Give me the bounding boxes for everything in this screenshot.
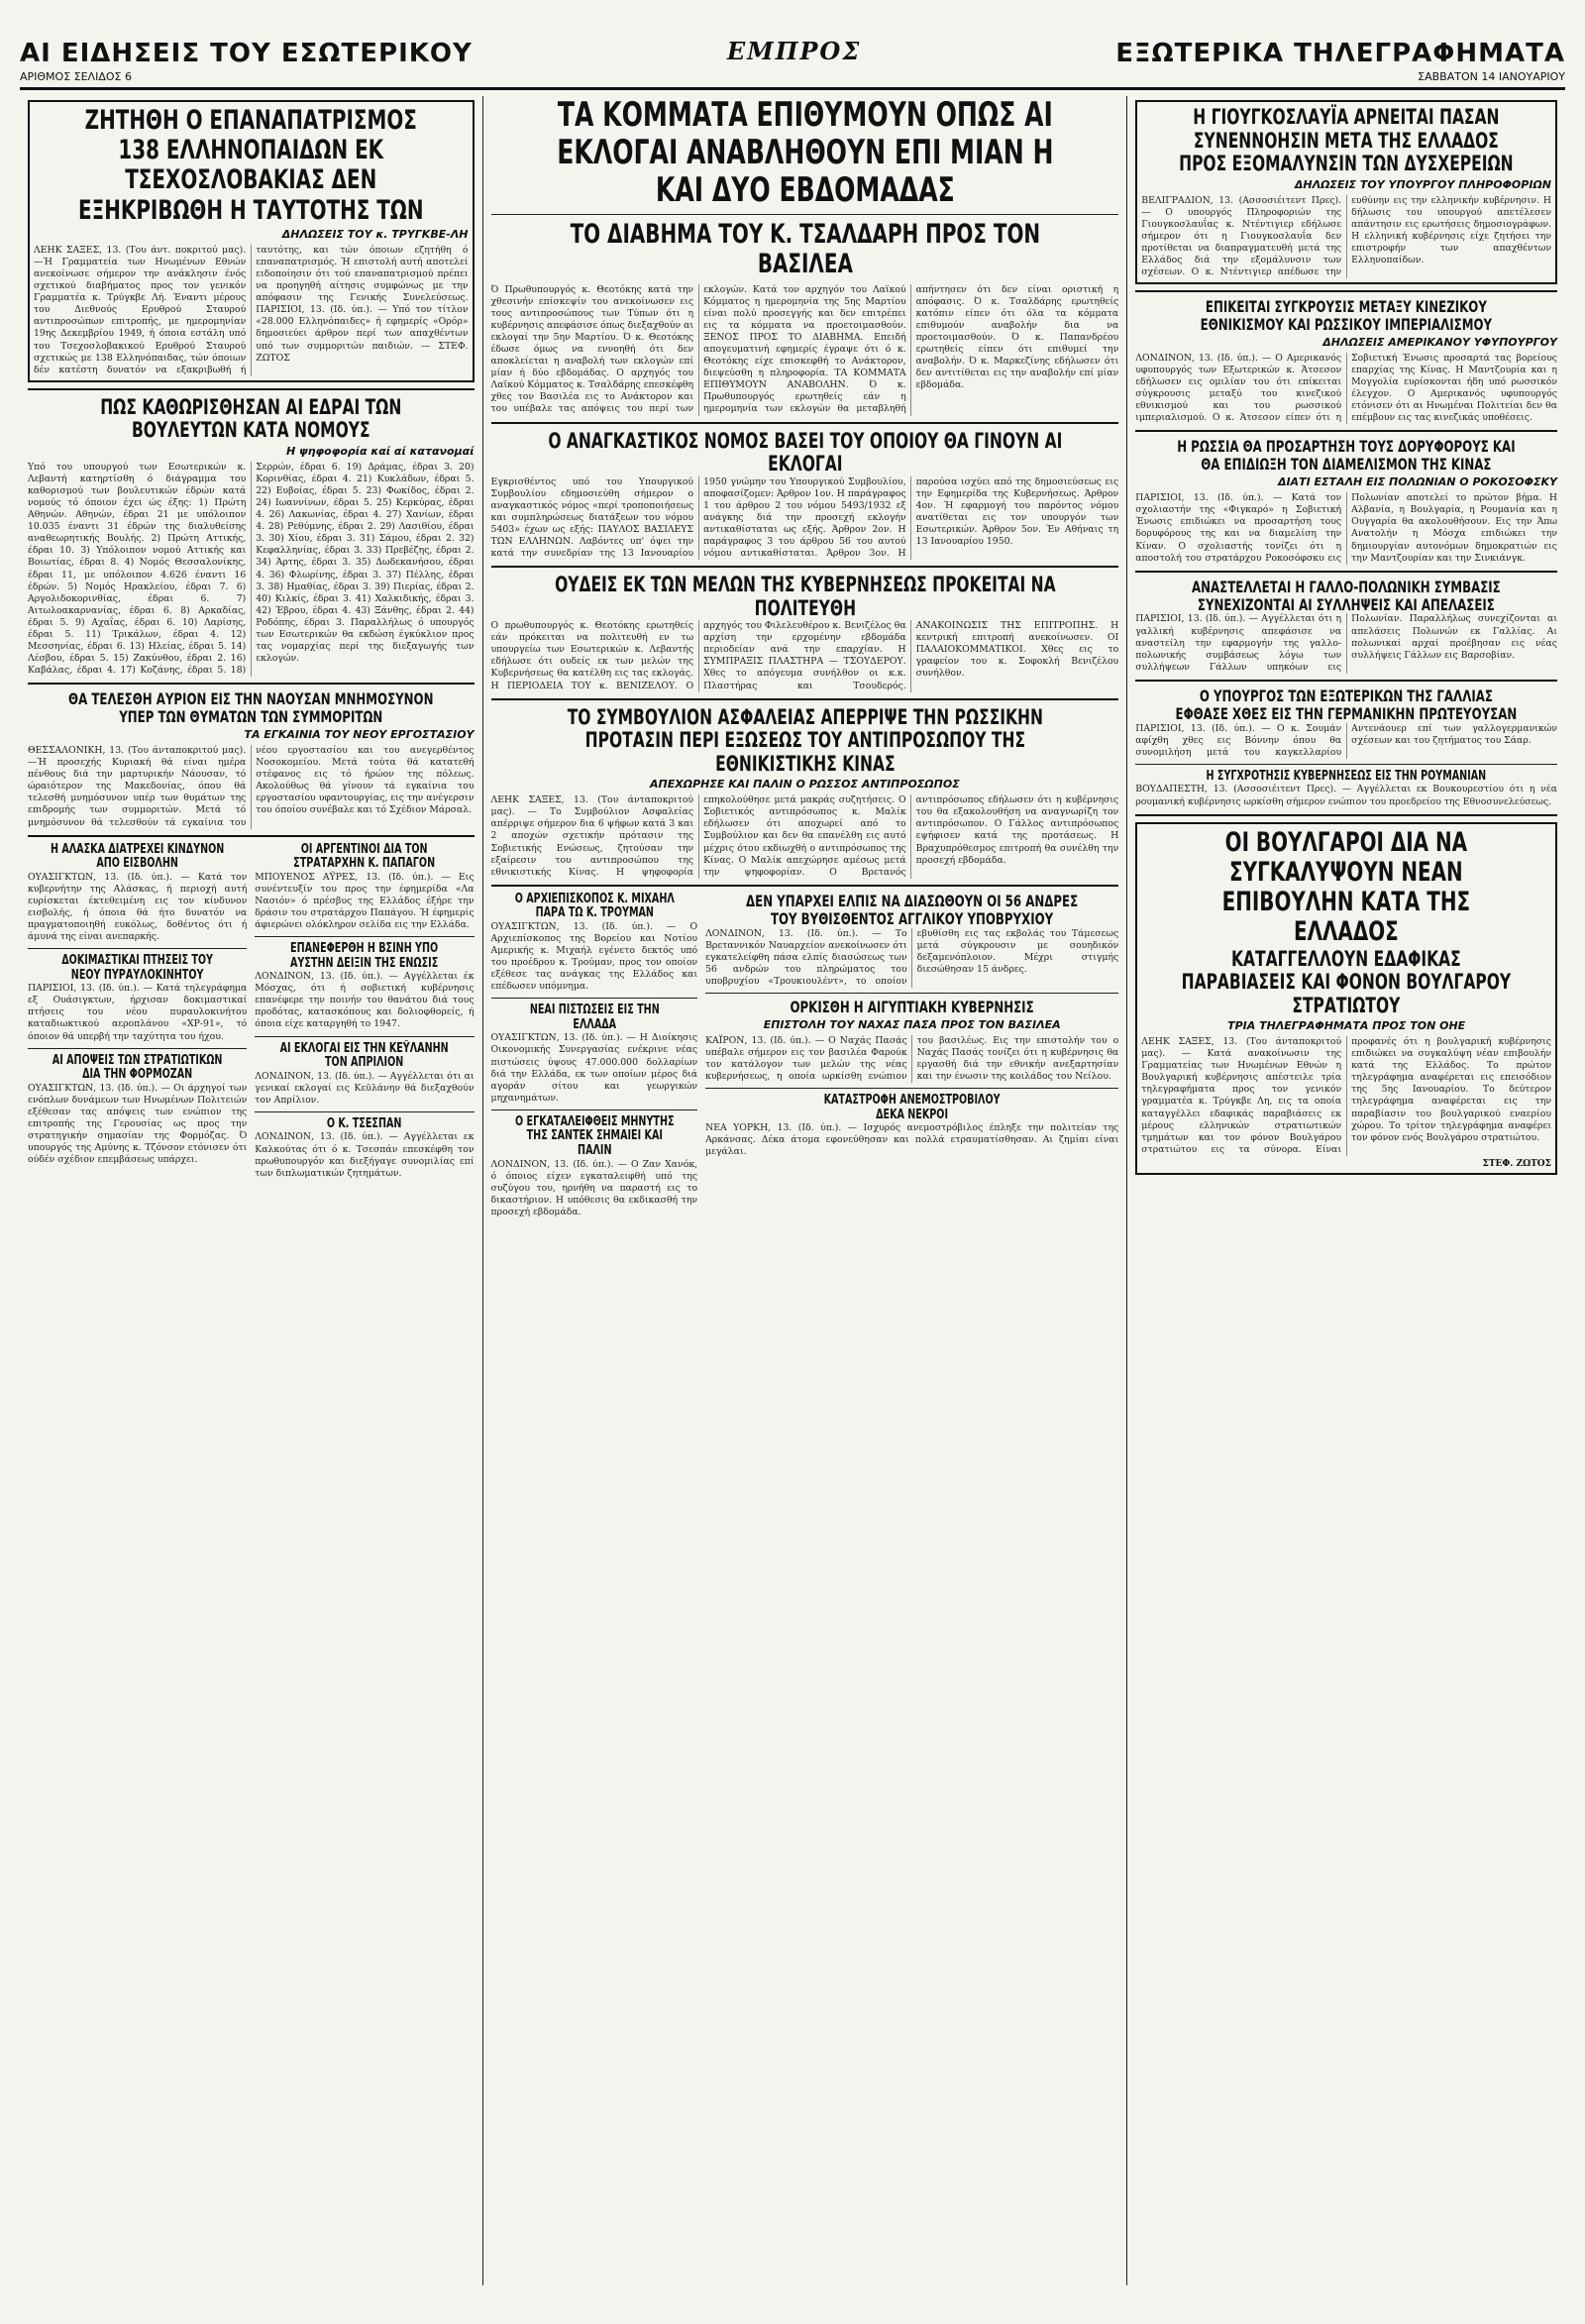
- headline: ΟΙ ΑΡΓΕΝΤΙΝΟΙ ΔΙΑ ΤΟΝ ΣΤΡΑΤΑΡΧΗΝ Κ. ΠΑΠΑΓΟΝ: [293, 841, 436, 872]
- headline: ΕΠΑΝΕΦΕΡΘΗ Η ΒΣΙΝΗ ΥΠΟ ΑΥΣΤΗΝ ΔΕΙΞΙΝ ΤΗΣ ΕΝΩΣΙΣ: [290, 941, 439, 971]
- subheadline: ΤΑ ΕΓΚΑΙΝΙΑ ΤΟΥ ΝΕΟΥ ΕΡΓΟΣΤΑΣΙΟΥ: [244, 728, 475, 742]
- subheadline: Η ψηφοφορία καί αί κατανομαί: [285, 444, 475, 458]
- headline-line2: ΚΑΤΑΓΓΕΛΛΟΥΝ ΕΔΑΦΙΚΑΣ ΠΑΡΑΒΙΑΣΕΙΣ ΚΑΙ ΦΟΝΟΝ ΒΟΥΛΓΑΡΟΥ ΣΤΡΑΤΙΩΤΟΥ: [1181, 946, 1512, 1017]
- headline: ΖΗΤΗΘΗ Ο ΕΠΑΝΑΠΑΤΡΙΣΜΟΣ 138 ΕΛΛΗΝΟΠΑΙΔΩΝ ΕΚ ΤΣΕΧΟΣΛΟΒΑΚΙΑΣ ΔΕΝ ΕΞΗΚΡΙΒΩΘΗ Η ΤΑΥΤΟΤΗΣ ΤΩΝ: [78, 105, 424, 226]
- center-bottom-left: [491, 893, 698, 1218]
- article-body: ΛΕΗΚ ΣΑΞΕΣ, 13. (Του άντ. ποκριτού μας).—Ή Γραμματεία των Ηνωμένων Εθνών ανεκοίνωσε σήμερον την ανάκλησιν ένός σχετικού διαβήματος προς τον γενικόν Γραμματέα κ. Τρύγκβε Λή. Έναντι μέρους του Διεθνούς Ερυθρού Σταυρού αντιπροσώπων επιτροπής, με ημερομηνίαν 19ης Δεκεμβρίου 1949, ή όποια εστάλη υπό του Τσεχοσλοβακικού Ερυθρού Σταυρού σχετικώς με 138 Ελληνόπαιδας, τών όποιων δέν κατέστη δυνατόν να εξακριβωθή ή ταυτότης, και τών όποιων εζητήθη ό επαναπατρισμός. Ή επιστολή αυτή αποτελεί ειδοποίησιν ότι τού επαναπατρισμού πρέπει να προηγηθή αίτησις συμφώνως με την απόφασιν της Γενικής Συνελεύσεως. ΠΑΡΙΣΙΟΙ, 13. (Ιδ. ύπ.). — Υπό τον τίτλον «28.000 Ελληνόπαιδες» ή εφημερίς «Ορόρ» δημοσιεύει άρθρον περί των απαχθέντων υπό των συμμοριτών παιδιών. — ΣΤΕΦ. ΖΩΤΟΣ: [34, 244, 469, 375]
- headline: ΟΡΚΙΣΘΗ Η ΑΙΓΥΠΤΙΑΚΗ ΚΥΒΕΡΝΗΣΙΣ: [790, 997, 1034, 1016]
- subheadline: ΔΗΛΩΣΕΙΣ ΤΟΥ ΥΠΟΥΡΓΟΥ ΠΛΗΡΟΦΟΡΙΩΝ: [1294, 177, 1551, 191]
- article-body: ΛΟΝΔΙΝΟΝ, 13. (Ιδ. ύπ.). — Αγγέλλεται ότι αι γενικαί εκλογαί εις Κεϋλάνην θά διεξαχθούν τον Απρίλιον.: [255, 1070, 475, 1106]
- headline: Ο ΥΠΟΥΡΓΟΣ ΤΩΝ ΕΞΩΤΕΡΙΚΩΝ ΤΗΣ ΓΑΛΛΙΑΣ ΕΦΘΑΣΕ ΧΘΕΣ ΕΙΣ ΤΗΝ ΓΕΡΜΑΝΙΚΗΝ ΠΡΩΤΕΥΟΥΣΑΝ: [1175, 686, 1518, 723]
- headline: ΠΩΣ ΚΑΘΩΡΙΣΘΗΣΑΝ ΑΙ ΕΔΡΑΙ ΤΩΝ ΒΟΥΛΕΥΤΩΝ ΚΑΤΑ ΝΟΜΟΥΣ: [100, 394, 402, 443]
- headline: ΟΙ ΒΟΥΛΓΑΡΟΙ ΔΙΑ ΝΑ ΣΥΓΚΑΛΥΨΟΥΝ ΝΕΑΝ ΕΠΙΒΟΥΛΗΝ ΚΑΤΑ ΤΗΣ ΕΛΛΑΔΟΣ: [1221, 826, 1471, 948]
- article-lead-elections: [491, 96, 1119, 416]
- masthead: [20, 14, 1565, 90]
- headline: ΘΑ ΤΕΛΕΣΘΗ ΑΥΡΙΟΝ ΕΙΣ ΤΗΝ ΝΑΟΥΣΑΝ ΜΝΗΜΟΣΥΝΟΝ ΥΠΕΡ ΤΩΝ ΘΥΜΑΤΩΝ ΤΩΝ ΣΥΜΜΟΡΙΤΩΝ: [68, 689, 434, 727]
- headline: ΑΝΑΣΤΕΛΛΕΤΑΙ Η ΓΑΛΛΟ-ΠΟΛΩΝΙΚΗ ΣΥΜΒΑΣΙΣ: [1192, 577, 1501, 596]
- article-body: ΠΑΡΙΣΙΟΙ, 13. (Ιδ. ύπ.). — Κατά τον σχολιαστήν της «Φιγκαρό» η Σοβιετική Ένωσις επιδιώκει να προσαρτήση τους δορυφόρους της και να διαμελίση την Κίναν. Ο σχολιαστής τονίζει ότι η αποστολή του στρατάρχου Ροκοσόφσκυ εις Πολωνίαν αποτελεί το πρώτον βήμα. Η Αλβανία, η Βουλγαρία, η Ρουμανία και η Ουγγαρία θα ακολουθήσουν. Εις την Άπω Ανατολήν η Μόσχα επιδιώκει την δημιουργίαν αυτονόμων δημοκρατιών εις την Μαντζουρίαν και την Σινκιάνγκ.: [1135, 492, 1557, 564]
- headline: Ο Κ. ΤΣΕΣΠΑΝ: [327, 1115, 402, 1131]
- headline: ΟΥΔΕΙΣ ΕΚ ΤΩΝ ΜΕΛΩΝ ΤΗΣ ΚΥΒΕΡΝΗΣΕΩΣ ΠΡΟΚΕΙΤΑΙ ΝΑ ΠΟΛΙΤΕΥΘΗ: [554, 573, 1056, 620]
- lead-headline: ΤΑ ΚΟΜΜΑΤΑ ΕΠΙΘΥΜΟΥΝ ΟΠΩΣ ΑΙ ΕΚΛΟΓΑΙ ΑΝΑΒΛΗΘΟΥΝ ΕΠΙ ΜΙΑΝ Η ΚΑΙ ΔΥΟ ΕΒΔΟΜΑΔΑΣ: [556, 96, 1053, 211]
- article-repatriation: [28, 100, 475, 382]
- subheadline: ΕΠΙΣΤΟΛΗ ΤΟΥ ΝΑΧΑΣ ΠΑΣΑ ΠΡΟΣ ΤΟΝ ΒΑΣΙΛΕΑ: [763, 1017, 1061, 1031]
- article-body: ΛΟΝΔΙΝΟΝ, 13. (Ιδ. ύπ.). — Αγγέλλεται έκ Μόσχας, ότι ή σοβιετική κυβέρνησις επανέφερε την ποινήν του θανάτου διά τους προδότας, κατασκόπους και δολιοφθορείς, ή όποια είχε καταργηθή το 1947.: [255, 971, 475, 1030]
- article-body: ΠΑΡΙΣΙΟΙ, 13. (Ιδ. ύπ.). — Αγγέλλεται ότι η γαλλική κυβέρνησις απεφάσισε να αναστείλη την εφαρμογήν της γαλλο-πολωνικής συμβάσεως λόγω των συλλήψεων Γάλλων υπηκόων εις Πολωνίαν. Παραλλήλως συνεχίζονται αι απελάσεις Πολωνών εκ Γαλλίας. Αι πολωνικαί αρχαί προέβησαν εις νέας συλλήψεις Γάλλων εις Βαρσοβίαν.: [1135, 613, 1557, 673]
- article-body: Ο πρωθυπουργός κ. Θεοτόκης ερωτηθείς εάν πρόκειται να πολιτευθή εν τω υπουργείω των Εσωτερικών κ. Λεβαντής εδήλωσε ότι ουδείς εκ των μελών της Κυβερνήσεως θα κατέλθη εις τας εκλογάς. Η ΠΕΡΙΟΔΕΙΑ ΤΟΥ κ. ΒΕΝΙΖΕΛΟΥ. Ο αρχηγός του Φιλελευθέρου κ. Βενιζέλος θα αρχίση την ερχομένην εβδομάδα περιοδείαν ανά την επαρχίαν. Η ΣΥΜΠΡΑΞΙΣ ΠΛΑΣΤΗΡΑ — ΤΣΟΥΔΕΡΟΥ. Χθες το απόγευμα συνήλθον οι κ.κ. Πλαστήρας και Τσουδερός. ΑΝΑΚΟΙΝΩΣΙΣ ΤΗΣ ΕΠΙΤΡΟΠΗΣ. Η κεντρική επιτροπή ανεκοίνωσεν. ΟΙ ΠΑΛΑΙΟΚΟΜΜΑΤΙΚΟΙ. Χθες εις το γραφείον του κ. Σοφοκλή Βενιζέλου συνήλθον.: [490, 620, 1119, 691]
- article-body: ΚΑΪΡΟΝ, 13. (Ιδ. ύπ.). — Ο Ναχάς Πασάς υπέβαλε σήμερον εις τον βασιλέα Φαρούκ τον κατάλογον των μελών της νέας κυβερνήσεως, η οποία ωρκίσθη ενώπιον του βασιλέως. Εις την επιστολήν του ο Ναχάς Πασάς τονίζει ότι η κυβέρνησις θα εργασθή διά την εθνικήν ανεξαρτησίαν και την ένωσιν της κοιλάδος του Νείλου.: [705, 1034, 1119, 1083]
- article-body: ΒΟΥΔΑΠΕΣΤΗ, 13. (Ασσοσιέιτεντ Πρες). — Αγγέλλεται εκ Βουκουρεστίου ότι η νέα ρουμανική κυβέρνησις ωρκίσθη σήμερον ενώπιον του προεδρείου της Εθνοσυνελεύσεως.: [1135, 784, 1557, 807]
- article-body: ΟΥΑΣΙΓΚΤΩΝ, 13. (Ιδ. ύπ.). — Η Διοίκησις Οικονομικής Συνεργασίας ενέκρινε νέας πιστώσεις ύψους 47.000.000 δολλαρίων διά την Ελλάδα, εκ των οποίων μέρος διά αγοράν σίτου και γεωργικών μηχανημάτων.: [490, 1032, 698, 1104]
- article-body: Υπό του υπουργού των Εσωτερικών κ. Λεβαντή κατηρτίσθη ό διάγραμμα του καθορισμού των βουλευτικών έδρών κατά νομούς τό όποιον έχει ώς έξης: 1) Πρώτη Αθηνών. Αθηνών, έδραι 21 με υπόλοιπον 10.035 έναντι 31 έδρών της διαλυθείσης αναθεωρητικής Βουλής. 2) Πρώτη Αττικής, έδραι 10. 3) Υπόλοιπον νομού Αττικής και Βοιωτίας, έδραι 8. 4) Νομός Θεσσαλονίκης, έδραι 11, με υπόλοιπον 4.626 έναντι 16 έδρών. 5) Νομός Ηρακλείου, έδραι 7. 6) Αργολιδοκορινθίας, έδραι 6. 7) Αιτωλοακαρνανίας, έδραι 6. 8) Αρκαδίας, έδραι 5. 9) Αχαΐας, έδραι 6. 10) Λαρίσης, έδραι 5. 11) Τρικάλων, έδραι 4. 12) Μεσσηνίας, έδραι 6. 13) Ηλείας, έδραι 5. 14) Λέσβου, έδραι 5. 15) Ζακύνθου, έδραι 2. 16) Καβάλας, έδραι 4. 17) Κοζάνης, έδραι 5. 18) Σερρών, έδραι 6. 19) Δράμας, έδραι 3. 20) Κορινθίας, έδραι 4. 21) Κυκλάδων, έδραι 5. 22) Ευβοίας, έδραι 5. 23) Φωκίδος, έδραι 2. 24) Ιωαννίνων, έδραι 5. 25) Κερκύρας, έδραι 4. 26) Λακωνίας, έδραι 4. 27) Χανίων, έδραι 4. 28) Ρεθύμνης, έδραι 2. 29) Λασιθίου, έδραι 3. 30) Χίου, έδραι 3. 31) Σάμου, έδραι 2. 32) Κεφαλληνίας, έδραι 3. 33) Πρεβέζης, έδραι 2. 34) Άρτης, έδραι 3. 35) Δωδεκανήσου, έδραι 4. 36) Φλωρίνης, έδραι 3. 37) Πέλλης, έδραι 3. 38) Ημαθίας, έδραι 3. 39) Πιερίας, έδραι 2. 40) Κιλκίς, έδραι 3. 41) Χαλκιδικής, έδραι 3. 42) Έβρου, έδραι 4. 43) Ξάνθης, έδραι 2. 44) Ροδόπης, έδραι 3. Παραλλήλως ό υπουργός των Εσωτερικών θα εκδώση έγκύκλιον προς τας νομαρχίας περί της διεξαγωγής των εκλογών.: [28, 461, 475, 677]
- newspaper-name: ΕΜΠΡΟΣ: [726, 37, 862, 65]
- masthead-right: [1115, 39, 1565, 83]
- article-body: ΜΠΟΥΕΝΟΣ ΑΫΡΕΣ, 13. (Ιδ. ύπ.). — Εις συνέντευξίν του προς την έφημερίδα «Λα Νασιόν» ό πρέσβυς της Ελλάδος έξήρε την δράσιν του στρατάρχου Παπάγου. Ή έφημερίς άφιερώνει ολόκληρον σελίδα εις την Ελλάδα.: [255, 871, 475, 930]
- subheadline: ΑΠΕΧΩΡΗΣΕ ΚΑΙ ΠΑΛΙΝ Ο ΡΩΣΣΟΣ ΑΝΤΙΠΡΟΣΩΠΟΣ: [650, 778, 960, 792]
- center-bottom-right: [705, 893, 1118, 1218]
- short-news-grid: [28, 843, 475, 1180]
- headline: Η ΣΥΓΧΡΟΤΗΣΙΣ ΚΥΒΕΡΝΗΣΕΩΣ ΕΙΣ ΤΗΝ ΡΟΥΜΑΝΙΑΝ: [1206, 768, 1487, 784]
- article-security-council: [491, 706, 1119, 879]
- subheadline: ΤΡΙΑ ΤΗΛΕΓΡΑΦΗΜΑΤΑ ΠΡΟΣ ΤΟΝ ΟΗΕ: [1227, 1019, 1466, 1033]
- article-body: Ό Πρωθυπουργός κ. Θεοτόκης κατά την χθεσινήν επίσκεψίν του ανεκοίνωσεν εις τους αντιπροσώπους των Τύπων ότι η κυβέρνησις απεφάσισε όπως διεξαχθούν αι εκλογαί την 5ην Μαρτίου. Ό κ. Θεοτόκης έδωσε όμως να εννοηθή ότι δεν αποκλείεται η αναβολή των εκλογών επί μίαν ή δύο εβδομάδας. Ο αρχηγός του Λαϊκού Κόμματος κ. Τσαλδάρης επεσκέφθη χθες τον Βασιλέα εις το Ανάκτορον και του υπέβαλε τας απόψεις του περί των εκλογών. Κατά τον αρχηγόν του Λαϊκού Κόμματος η ημερομηνία της 5ης Μαρτίου είναι πολύ προσεγγής και δεν επιτρέπει εις τα κόμματα να προετοιμασθούν. ΞΕΝΟΣ ΠΡΟΣ ΤΟ ΔΙΑΒΗΜΑ. Επειδή απογευματινή εφημερίς έγραψε ότι ό κ. Θεοτόκης είχε επισκεφθή το Ανάκτορον, διεψεύσθη η πληροφορία. ΤΑ ΚΟΜΜΑΤΑ ΕΠΙΘΥΜΟΥΝ ΑΝΑΒΟΛΗΝ. Ό κ. Πρωθυπουργός ερωτηθείς εάν η ημερομηνία των εκλογών θα μεταβληθή απήντησεν ότι δεν είναι οριστική η απόφασις. Ό κ. Τσαλδάρης ερωτηθείς κατόπιν είπεν ότι όλα τα κόμματα επιθυμούν αναβολήν δια να προετοιμασθούν. Ό κ. Παπανδρέου ερωτηθείς είπεν ότι επιθυμεί την αναβολήν. Ό κ. Μαρκεζίνης εδήλωσεν ότι δεν αντιτίθεται εις την αναβολήν επί μίαν εβδομάδα.: [490, 283, 1119, 415]
- subheadline: ΔΕΚΑ ΝΕΚΡΟΙ: [876, 1107, 949, 1122]
- headline: ΑΙ ΕΚΛΟΓΑΙ ΕΙΣ ΤΗΝ ΚΕΫΛΑΝΗΝ ΤΟΝ ΑΠΡΙΛΙΟΝ: [279, 1040, 449, 1071]
- byline: ΣΤΕΦ. ΖΩΤΟΣ: [1482, 1158, 1551, 1169]
- headline: ΔΟΚΙΜΑΣΤΙΚΑΙ ΠΤΗΣΕΙΣ ΤΟΥ ΝΕΟΥ ΠΥΡΑΥΛΟΚΙΝΗΤΟΥ: [61, 953, 214, 983]
- headline: Η ΓΙΟΥΓΚΟΣΛΑΥΪΑ ΑΡΝΕΙΤΑΙ ΠΑΣΑΝ ΣΥΝΕΝΝΟΗΣΙΝ ΜΕΤΑ ΤΗΣ ΕΛΛΑΔΟΣ ΠΡΟΣ ΕΞΟΜΑΛΥΝΣΙΝ ΤΩΝ ΔΥΣΧΕΡΕΙΩΝ: [1179, 105, 1514, 176]
- article-emergency-law: [491, 430, 1119, 561]
- article-seats: [28, 396, 475, 677]
- article-body: ΠΑΡΙΣΙΟΙ, 13. (Ιδ. ύπ.). — Ο κ. Σουμάν αφίχθη χθες εις Βόννην όπου θα συνομιλήση μετά του καγκελλαρίου Αντενάουερ επί των γαλλογερμανικών σχέσεων και του ζητήματος του Σάαρ.: [1135, 722, 1557, 758]
- issue-date: ΣΑΒΒΑΤΟΝ 14 ΙΑΝΟΥΑΡΙΟΥ: [1418, 70, 1565, 83]
- headline: Ο ΕΓΚΑΤΑΛΕΙΦΘΕΙΣ ΜΗΝΥΤΗΣ ΤΗΣ ΣΑΝΤΕΚ ΣΗΜΑΙΕΙ ΚΑΙ ΠΑΛΙΝ: [514, 1113, 675, 1158]
- article-body: ΝΕΑ ΥΟΡΚΗ, 13. (Ιδ. ύπ.). — Ισχυρός ανεμοστρόβιλος έπληξε την πολιτείαν της Αρκάνσας. Δέκα άτομα εφονεύθησαν και πολλά ετραυματίσθησαν. Αι ζημίαι είναι μεγάλαι.: [705, 1122, 1119, 1158]
- article-body: ΘΕΣΣΑΛΟΝΙΚΗ, 13. (Του άνταποκριτού μας).—Ή προσεχής Κυριακή θά είναι ημέρα πένθους διά την μαρτυρικήν Νάουσαν, τό ώραιότερον της Μακεδονίας, όπου θά τελεσθή μνημόσυνον υπέρ των θυμάτων της επιδρομής των συμμοριτών. Μετά τό μνημόσυνον θά τελεσθούν τά εγκαίνια του νέου εργοστασίου και του ανεγερθέντος Νοσοκομείου. Μετά τούτα θά κατατεθή στέφανος εις τό ήρώον της πόλεως. Ακολούθως θά γίνουν τά εγκαίνια του εργοστασίου υφαντουργίας, εις την ανέγερσιν του όποίου συνέβαλε και τό Σχέδιον Μάρσαλ.: [28, 745, 475, 828]
- article-naousa: [28, 690, 475, 828]
- article-body: ΛΟΝΔΙΝΟΝ, 13. (Ιδ. ύπ.). — Ο Ζαν Χανόκ, ό όποιος είχεν εγκαταλειφθή υπό της συζύγου του, ηρνήθη να παραστή εις το δικαστήριον. Η υπόθεσις θα εκδικασθή την προσεχή εβδομάδα.: [490, 1158, 698, 1217]
- article-body: Εγκρισθέντος υπό του Υπουργικού Συμβουλίου εδημοσιεύθη σήμερον ο αναγκαστικός νόμος «περί τροποποιήσεως και συμπληρώσεως διατάξεων του νόμου 5403» έχων ως εξής: ΠΑΥΛΟΣ ΒΑΣΙΛΕΥΣ ΤΩΝ ΕΛΛΗΝΩΝ. Λαβόντες υπ' όψει την κατά την συνεδρίαν της 13 Ιανουαρίου 1950 γνώμην του Υπουργικού Συμβουλίου, αποφασίζομεν: Άρθρον 1ον. Η παράγραφος 1 του άρθρου 2 του νόμου 5493/1932 εξ ανάγκης διά την προσεχή εκλογήν αντικαθίσταται ως εξής. Άρθρον 2ον. Η παράγραφος 3 του άρθρου 56 του αυτού νόμου αντικαθίσταται. Άρθρον 3ον. Η παρούσα ισχύει από της δημοσιεύσεως εις την Εφημερίδα της Κυβερνήσεως. Άρθρον 4ον. Ή εφαρμογή του παρόντος νόμου ανατίθεται εις τον υπουργόν των Εσωτερικών. Άρθρον 5ον. Έν Αθήναις τη 13 Ιανουαρίου 1950.: [490, 475, 1119, 560]
- article-body: ΟΥΑΣΙΓΚΤΩΝ, 13. (Ιδ. ύπ.). — Ο Αρχιεπίσκοπος της Βορείου και Νοτίου Αμερικής κ. Μιχαήλ εγένετο δεκτός υπό του προέδρου κ. Τρούμαν, προς τον οποίον εξέθεσε τας ανάγκας της Ελλάδος και επέδωσεν υπόμνημα.: [490, 920, 698, 993]
- headline: Ο ΑΝΑΓΚΑΣΤΙΚΟΣ ΝΟΜΟΣ ΒΑΣΕΙ ΤΟΥ ΟΠΟΙΟΥ ΘΑ ΓΙΝΟΥΝ ΑΙ ΕΚΛΟΓΑΙ: [547, 428, 1062, 476]
- short-news-left: [28, 843, 247, 1180]
- article-body: ΒΕΛΙΓΡΑΔΙΟΝ, 13. (Ασσοσιέιτεντ Πρες). — Ο υπουργός Πληροφοριών της Γιουγκοσλαυΐας κ. Ντέντιγιερ εδήλωσε σήμερον ότι η Γιουγκοσλαυΐα δεν προτίθεται να διαπραγματευθή μετά της Ελλάδος διά την εξομάλυνσιν των σχέσεων. Ο κ. Ντέντιγιερ απέδωσε την ευθύνην εις την ελληνικήν κυβέρνησιν. Η δήλωσις του υπουργού απετέλεσεν απάντησιν εις ερωτήσεις δημοσιογράφων. Η ελληνική κυβέρνησις είχε ζητήσει την επιστροφήν των απαχθέντων Ελληνοπαίδων.: [1141, 194, 1551, 278]
- headline: ΑΙ ΑΠΟΨΕΙΣ ΤΩΝ ΣΤΡΑΤΙΩΤΙΚΩΝ ΔΙΑ ΤΗΝ ΦΟΡΜΟΖΑΝ: [52, 1052, 223, 1083]
- headline: Ο ΑΡΧΙΕΠΙΣΚΟΠΟΣ Κ. ΜΙΧΑΗΛ ΠΑΡΑ ΤΩ Κ. ΤΡΟΥΜΑΝ: [514, 891, 675, 921]
- headline: Η ΑΛΑΣΚΑ ΔΙΑΤΡΕΧΕΙ ΚΙΝΔΥΝΟΝ ΑΠΟ ΕΙΣΒΟΛΗΝ: [50, 841, 225, 872]
- headline-line2: ΣΥΝΕΧΙΖΟΝΤΑΙ ΑΙ ΣΥΛΛΗΨΕΙΣ ΚΑΙ ΑΠΕΛΑΣΕΙΣ: [1198, 594, 1496, 614]
- masthead-left: [20, 39, 473, 83]
- column-center: [483, 96, 1128, 2285]
- subheadline: ΔΗΛΩΣΕΙΣ ΑΜΕΡΙΚΑΝΟΥ ΥΦΥΠΟΥΡΓΟΥ: [1322, 335, 1557, 349]
- article-body: ΛΟΝΔΙΝΟΝ, 13. (Ιδ. ύπ.). — Ο Αμερικανός υφυπουργός των Εξωτερικών κ. Άτσεσον εδήλωσεν εις ομιλίαν του ότι επίκειται σύγκρουσις μεταξύ του κινεζικού εθνικισμού και του ρωσσικού ιμπεριαλισμού. Ο κ. Άτσεσον είπεν ότι η Σοβιετική Ένωσις προσαρτά τας βορείους επαρχίας της Κίνας. Η Μαντζουρία και η Μογγολία ευρίσκονται ήδη υπό ρωσσικόν έλεγχον. Ο Αμερικανός υφυπουργός ετόνισεν ότι αι Ηνωμέναι Πολιτείαι δεν θα επέμβουν εις τας κινεζικάς υποθέσεις.: [1135, 352, 1557, 424]
- article-body: ΠΑΡΙΣΙΟΙ, 13. (Ιδ. ύπ.). — Κατά τηλεγράφημα εξ Ουάσιγκτων, ήρχισαν δοκιμαστικαί πτήσεις του νέου πυραυλοκινήτου καταδιωκτικού αεροπλάνου «ΧΡ-91», τό όποιον θά υπερβή την ταχύτητα του ήχου.: [28, 983, 248, 1042]
- article-cabinet: [491, 574, 1119, 692]
- center-bottom-grid: [491, 893, 1119, 1218]
- section-title-foreign: ΕΞΩΤΕΡΙΚΑ ΤΗΛΕΓΡΑΦΗΜΑΤΑ: [1115, 39, 1565, 68]
- headline: Η ΡΩΣΣΙΑ ΘΑ ΠΡΟΣΑΡΤΗΣΗ ΤΟΥΣ ΔΟΡΥΦΟΡΟΥΣ ΚΑΙ ΘΑ ΕΠΙΔΙΩΞΗ ΤΟΝ ΔΙΑΜΕΛΙΣΜΟΝ ΤΗΣ ΚΙΝΑΣ: [1177, 437, 1516, 475]
- headline: ΕΠΙΚΕΙΤΑΙ ΣΥΓΚΡΟΥΣΙΣ ΜΕΤΑΞΥ ΚΙΝΕΖΙΚΟΥ ΕΘΝΙΚΙΣΜΟΥ ΚΑΙ ΡΩΣΣΙΚΟΥ ΙΜΠΕΡΙΑΛΙΣΜΟΥ: [1200, 297, 1493, 334]
- article-french-minister: [1135, 687, 1557, 808]
- subheadline: ΔΙΑΤΙ ΕΣΤΑΛΗ ΕΙΣ ΠΟΛΩΝΙΑΝ Ο ΡΟΚΟΣΟΦΣΚΥ: [1277, 475, 1557, 489]
- article-china-conflict: [1135, 298, 1557, 424]
- columns: [20, 96, 1565, 2285]
- headline: ΤΟ ΣΥΜΒΟΥΛΙΟΝ ΑΣΦΑΛΕΙΑΣ ΑΠΕΡΡΙΨΕ ΤΗΝ ΡΩΣΣΙΚΗΝ ΠΡΟΤΑΣΙΝ ΠΕΡΙ ΕΞΩΣΕΩΣ ΤΟΥ ΑΝΤΙΠΡΟΣΩΠΟΥ ΤΗΣ ΕΘΝΙΚΙΣΤΙΚΗΣ ΚΙΝΑΣ: [567, 704, 1043, 776]
- article-body: ΛΕΗΚ ΣΑΞΕΣ, 13. (Του άνταποκριτού μας). — Κατά ανακοίνωσιν της Γραμματείας των Ηνωμένων Εθνών η Βουλγαρική κυβέρνησις απέστειλε τρία τηλεγραφήματα προς τον γενικόν γραμματέα κ. Τρύγκβε Λη, εις τα οποία καταγγέλλει εδαφικάς παραβιάσεις εκ μέρους ελληνικών στρατιωτικών τμημάτων και τον φόνον Βουλγάρου στρατιώτου εις τα σύνορα. Είναι προφανές ότι η βουλγαρική κυβέρνησις επιδιώκει να συγκαλύψη νέαν επιβουλήν κατά της Ελλάδος. Το πρώτον τηλεγράφημα αναφέρεται εις επεισόδιον της 5ης Ιανουαρίου. Το δεύτερον τηλεγράφημα αναφέρεται εις την παραβίασιν του βουλγαρικού εναερίου χώρου. Το τρίτον τηλεγράφημα αναφέρει τον φόνον ενός Βουλγάρου στρατιώτου.: [1141, 1036, 1551, 1155]
- section-title-domestic: ΑΙ ΕΙΔΗΣΕΙΣ ΤΟΥ ΕΣΩΤΕΡΙΚΟΥ: [20, 39, 473, 68]
- article-yugoslavia: [1135, 100, 1557, 284]
- newspaper-page: [20, 14, 1565, 2292]
- lead-subheadline: ΤΟ ΔΙΑΒΗΜΑ ΤΟΥ Κ. ΤΣΑΛΔΑΡΗ ΠΡΟΣ ΤΟΝ ΒΑΣΙΛΕΑ: [570, 219, 1040, 280]
- article-russia-satellites: [1135, 438, 1557, 564]
- article-body: ΟΥΑΣΙΓΚΤΩΝ, 13. (Ιδ. ύπ.). — Οι άρχηγοί των ενόπλων δυνάμεων των Ηνωμένων Πολιτειών εξέθεσαν τας απόψεις των ενώπιον της επιτροπής της Γερουσίας ως προς την στρατηγικήν σημασίαν της Φορμόζας. Ό υπουργός της Αμύνης κ. Τζόνσον ετόνισεν ότι ούδέν σχέδιον επεμβάσεως υπάρχει.: [28, 1082, 248, 1166]
- article-body: ΛΕΗΚ ΣΑΞΕΣ, 13. (Του άνταποκριτού μας). — Το Συμβούλιον Ασφαλείας απέρριψε σήμερον δια 6 ψήφων κατά 3 και 2 αποχών σχετικήν πρότασιν της Σοβιετικής Ενώσεως, ζητούσαν την εξαίρεσιν του αντιπροσώπου της εθνικιστικής Κίνας. Η ψηφοφορία επηκολούθησε μετά μακράς συζητήσεις. Ο Σοβιετικός αντιπρόσωπος κ. Μαλίκ εδήλωσεν ότι αποχωρεί από το Συμβούλιον και δεν θα επανέλθη εις αυτό μέχρις ότου εκδιωχθή ο αντιπρόσωπος της Κίνας. Ο Μαλίκ απεχώρησε αμέσως μετά την ψηφοφορίαν. Ο Βρετανός αντιπρόσωπος εδήλωσεν ότι η κυβέρνησις του θα εξακολουθήση να αναγνωρίζη τον αντιπρόσωπον. Ο Γάλλος αντιπρόσωπος εψήφισεν κατά της προτάσεως. Η Βραχυπρόθεσμος επιτροπή θα συνέλθη την προσεχή εβδομάδα.: [490, 794, 1119, 878]
- headline: ΝΕΑΙ ΠΙΣΤΩΣΕΙΣ ΕΙΣ ΤΗΝ ΕΛΛΑΔΑ: [529, 1003, 660, 1032]
- article-bulgarians: [1135, 822, 1557, 1175]
- short-news-right: [255, 843, 474, 1180]
- column-domestic: [20, 96, 483, 2285]
- article-franco-polish: [1135, 579, 1557, 674]
- column-foreign: [1127, 96, 1565, 2285]
- article-body: ΛΟΝΔΙΝΟΝ, 13. (Ιδ. ύπ.). — Αγγέλλεται εκ Καλκούτας ότι ό κ. Τσεσπάν επεσκέφθη τον πρωθυπουργόν και διεξήγαγε συνομιλίας επί των διπλωματικών ζητημάτων.: [255, 1131, 475, 1179]
- subheadline: ΔΗΛΩΣΕΙΣ ΤΟΥ κ. ΤΡΥΓΚΒΕ-ΛΗ: [281, 227, 469, 241]
- headline: ΚΑΤΑΣΤΡΟΦΗ ΑΝΕΜΟΣΤΡΟΒΙΛΟΥ: [823, 1093, 1001, 1109]
- article-body: ΟΥΑΣΙΓΚΤΩΝ, 13. (Ιδ. ύπ.). — Κατά τον κυβερνήτην της Αλάσκας, ή περιοχή αυτή ευρίσκεται έκτεθειμένη εις τον κίνδυνον εισβολής, ή όποια θά ήτο δυνατόν να πραγματοποιηθή ευκόλως, δοθέντος ότι ή άμυνά της είναι ανεπαρκής.: [28, 871, 248, 943]
- headline: ΔΕΝ ΥΠΑΡΧΕΙ ΕΛΠΙΣ ΝΑ ΔΙΑΣΩΘΟΥΝ ΟΙ 56 ΑΝΔΡΕΣ ΤΟΥ ΒΥΘΙΣΘΕΝΤΟΣ ΑΓΓΛΙΚΟΥ ΥΠΟΒΡΥΧΙΟΥ: [746, 891, 1079, 928]
- page-number-label: ΑΡΙΘΜΟΣ ΣΕΛΙΔΟΣ 6: [20, 70, 132, 83]
- article-body: ΛΟΝΔΙΝΟΝ, 13. (Ιδ. ύπ.). — Το Βρεταννικόν Ναυαρχείον ανεκοίνωσεν ότι εγκατελείφθη πάσα ελπίς διασώσεως των 56 ανδρών του πληρώματος του υποβρυχίου «Τρουκιουλέντ», το οποίον εβυθίσθη εις τας εκβολάς του Τάμεσεως μετά σύγκρουσιν με σουηδικόν δεξαμενόπλοιον. Μέχρι στιγμής διεσώθησαν 15 άνδρες.: [705, 927, 1119, 987]
